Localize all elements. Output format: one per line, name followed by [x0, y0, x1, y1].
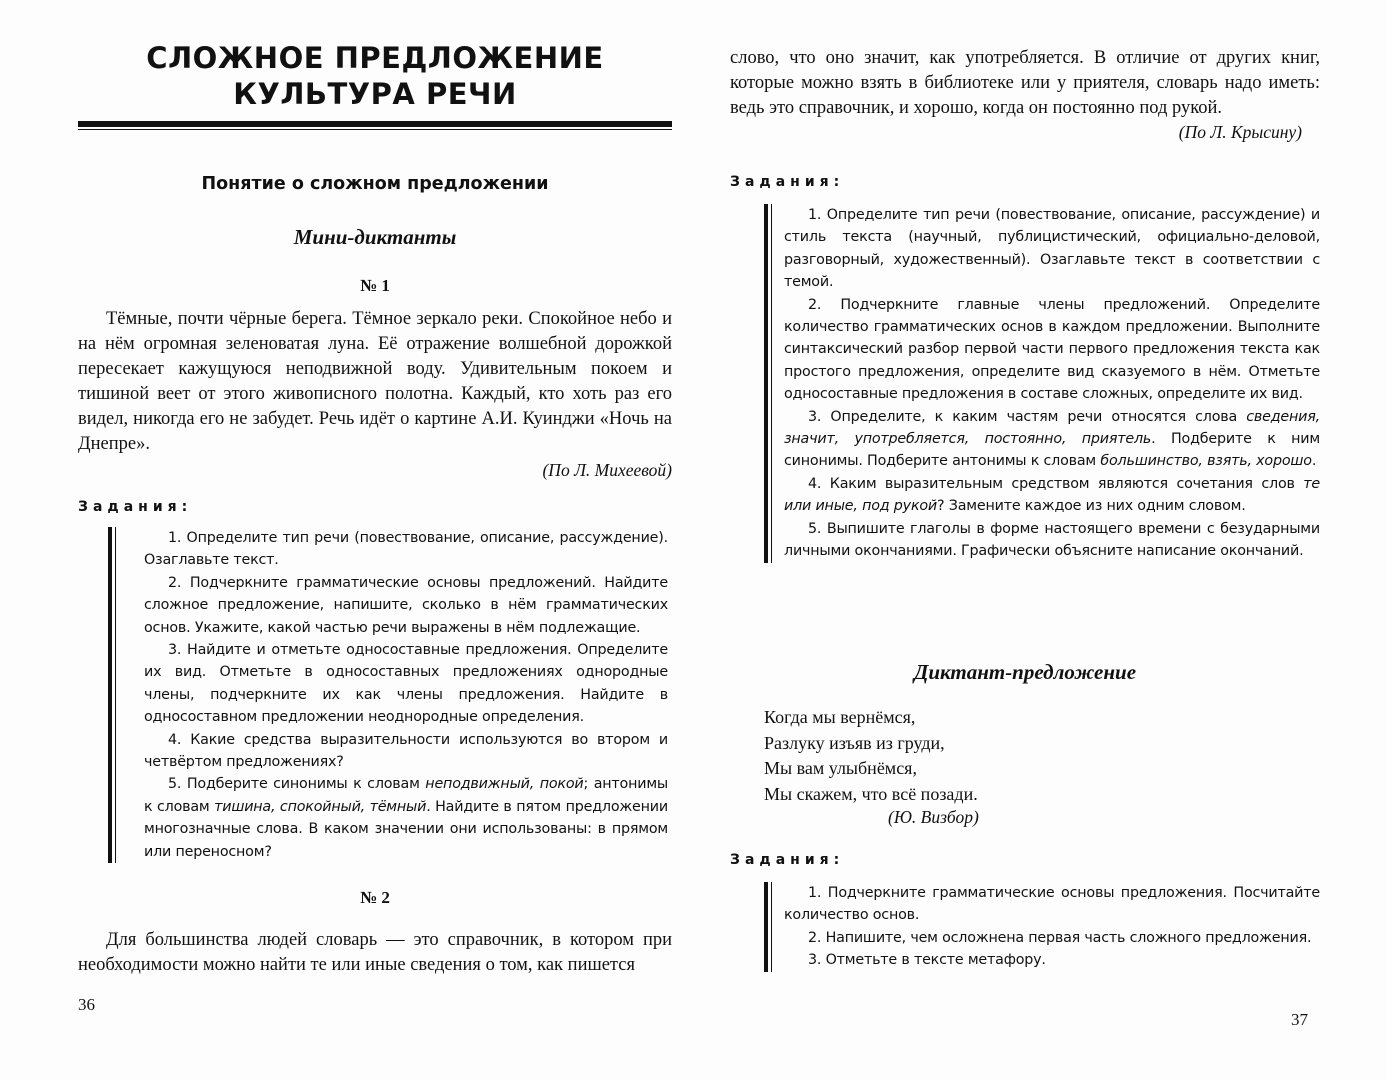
- task-item: 3. Отметьте в тексте метафору.: [808, 952, 1046, 969]
- task-text: .: [1311, 453, 1317, 470]
- chapter-divider: [78, 121, 672, 130]
- task-text: ; антонимы к словам: [144, 776, 668, 815]
- tasks-vertical-bar: [764, 882, 772, 972]
- exercise-1-tasks: [108, 527, 668, 863]
- exercise-2-paragraph: Для большинства людей словарь — это справочник, в котором при необходимости можно найти те или иные сведения о том, как пишется: [78, 930, 672, 975]
- exercise-1-text: [78, 307, 672, 457]
- chapter-title-line1: СЛОЖНОЕ ПРЕДЛОЖЕНИЕ: [146, 41, 604, 75]
- task-item: [784, 473, 1320, 518]
- exercise-2-text-start: [78, 928, 672, 978]
- task-item: 4. Какие средства выразительности используются во втором и четвёртом предложениях?: [144, 731, 668, 771]
- task-italic-words: те или иные, под рукой: [784, 475, 1320, 515]
- task-item: 2. Подчеркните главные члены предложений. Определите количество грамматических основ в каждом предложении. Выполните синтаксический разбор первой части первого предложения текста как простого предложения, определите вид сказуемого в нём. Отметьте односоставные предложения в составе сложных, определите их вид.: [784, 296, 1320, 403]
- chapter-title-line2: КУЛЬТУРА РЕЧИ: [233, 77, 517, 111]
- task-item: 2. Подчеркните грамматические основы предложений. Найдите сложное предложение, напишите, сколько в нём грамматических основ. Укажите, какой частью речи выражены в нём подлежащие.: [144, 574, 668, 636]
- page-number-right: 37: [1291, 1010, 1308, 1029]
- tasks-vertical-bar: [764, 204, 772, 563]
- task-text: 4. Каким выразительным средством являются сочетания слов: [808, 475, 1304, 492]
- exercise-1-tasks-label: Задания:: [78, 499, 193, 515]
- tasks-vertical-bar: [108, 527, 116, 863]
- poem-line: Разлуку изъяв из груди,: [764, 732, 945, 753]
- task-item: 1. Определите тип речи (повествование, описание, рассуждение) и стиль текста (научный, публицистический, официально-деловой, разговорный, художественный). Озаглавьте текст в соответствии с темой.: [784, 207, 1320, 291]
- right-page: [730, 0, 1320, 1080]
- exercise-2-text-continued: [730, 46, 1320, 121]
- task-italic-words: неподвижный, покой: [425, 776, 584, 793]
- task-text: 3. Определите, к каким частям речи относятся слова: [808, 408, 1247, 425]
- exercise-1-number: № 1: [360, 276, 390, 295]
- page-number-left: 36: [78, 995, 95, 1014]
- task-italic-words: тишина, спокойный, тёмный: [214, 798, 427, 815]
- task-text: . Подберите к ним синонимы. Подберите антонимы к словам: [784, 431, 1320, 470]
- dictation-title: Диктант-предложение: [913, 660, 1137, 684]
- poem-line: Мы вам улыбнёмся,: [764, 758, 917, 778]
- dictation-tasks: [764, 882, 1320, 972]
- task-item: [784, 406, 1320, 473]
- task-item: 2. Напишите, чем осложнена первая часть сложного предложения.: [808, 929, 1312, 946]
- task-item: 3. Найдите и отметьте односоставные предложения. Определите их вид. Отметьте в односоставных предложениях однородные члены, подчеркните их как члены предложения. Найдите в односоставном предложении неоднородные определения.: [144, 642, 668, 726]
- exercise-1-attribution: (По Л. Михеевой): [542, 460, 672, 480]
- task-text: . Найдите в пятом предложении многозначные слова. В каком значении они использованы: в прямом или переносном?: [144, 798, 668, 860]
- task-item: 1. Определите тип речи (повествование, описание, рассуждение). Озаглавьте текст.: [144, 530, 668, 569]
- task-item: 1. Подчеркните грамматические основы предложения. Посчитайте количество основ.: [784, 885, 1320, 924]
- exercise-2-attribution: (По Л. Крысину): [1178, 122, 1302, 142]
- exercise-2-tasks: [764, 204, 1320, 563]
- exercise-1-paragraph: Тёмные, почти чёрные берега. Тёмное зеркало реки. Спокойное небо и на нём огромная зеленоватая луна. Её отражение волшебной дорожкой пересекает кажущуюся неподвижной воду. Удивительным покоем и тишиной веет от этого живописного полотна. Каждый, кто хоть раз его видел, никогда его не забудет. Речь идёт о картине А.И. Куинджи «Ночь на Днепре».: [78, 309, 672, 454]
- poem-line: Мы скажем, что всё позади.: [764, 783, 978, 804]
- exercise-2-tasks-label: Задания:: [730, 174, 845, 190]
- task-item: [144, 773, 668, 863]
- dictation-tasks-label: Задания:: [730, 852, 845, 868]
- exercise-2-number: № 2: [360, 888, 390, 907]
- poem: [764, 705, 978, 807]
- exercise-2-paragraph-continued: слово, что оно значит, как употребляется. В отличие от других книг, которые можно взять в библиотеке или у приятеля, словарь надо иметь: ведь это справочник, и хорошо, когда он постоянно под рукой.: [730, 48, 1320, 118]
- task-italic-words: сведения, значит, употребляется, постоянно, приятель: [784, 408, 1320, 448]
- poem-attribution: (Ю. Визбор): [888, 807, 979, 827]
- subsection-title: Мини-диктанты: [293, 225, 457, 249]
- task-text: ? Замените каждое из них одним словом.: [937, 498, 1246, 515]
- chapter-title: [78, 40, 672, 112]
- section-title: Понятие о сложном предложении: [201, 174, 549, 194]
- task-text: 5. Подберите синонимы к словам: [168, 776, 426, 793]
- task-item: 5. Выпишите глаголы в форме настоящего времени с безударными личными окончаниями. Графически объясните написание окончаний.: [784, 520, 1320, 560]
- left-page: [78, 0, 672, 1080]
- poem-line: Когда мы вернёмся,: [764, 707, 916, 727]
- task-italic-words: большинство, взять, хорошо: [1100, 453, 1312, 470]
